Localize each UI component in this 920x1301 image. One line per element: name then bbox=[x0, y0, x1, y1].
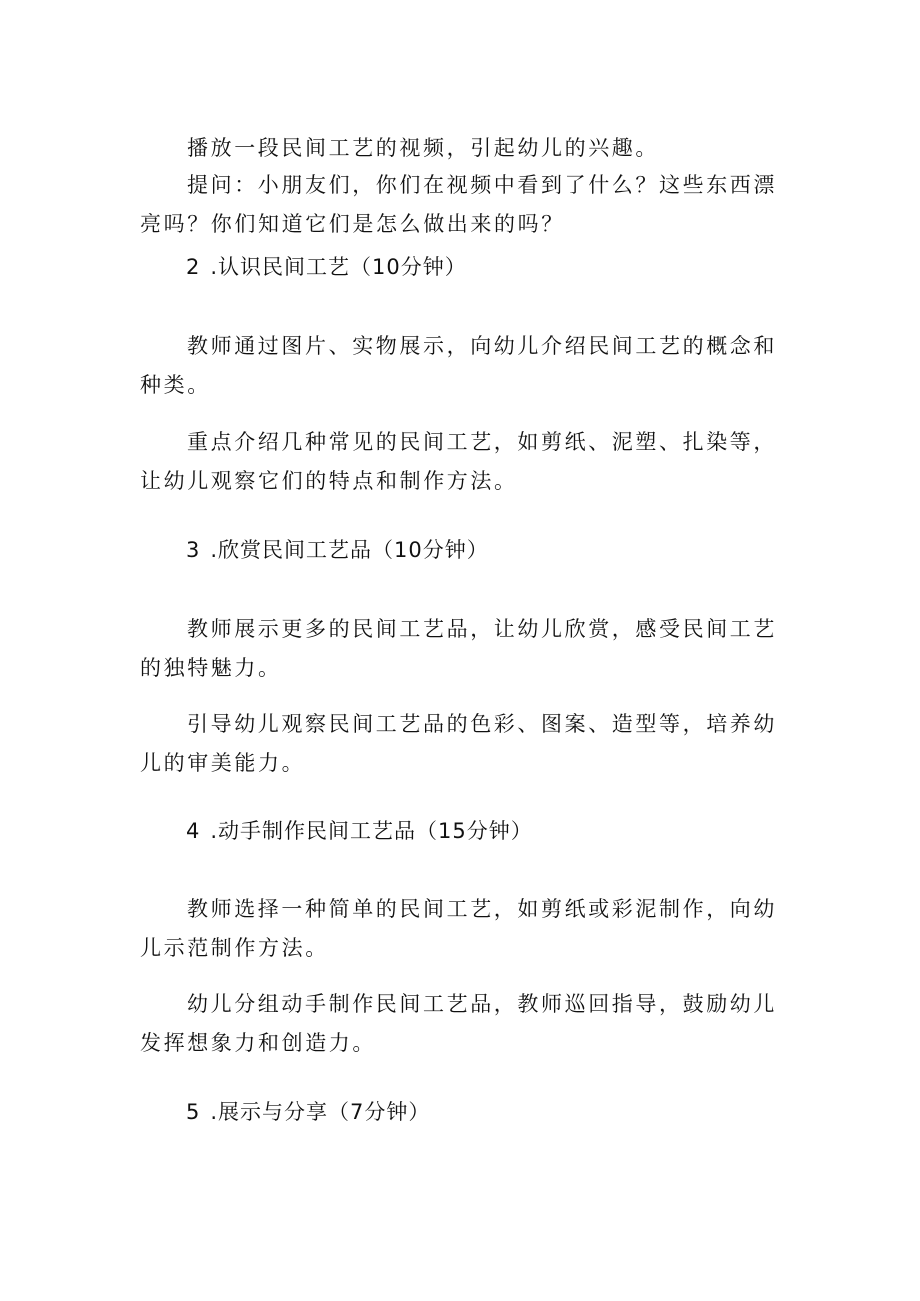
section-heading-5 bbox=[186, 1097, 430, 1127]
section-heading-3 bbox=[186, 535, 489, 565]
intro-paragraph-question: 提问：小朋友们，你们在视频中看到了什么？这些东西漂亮吗？你们知道它们是怎么做出来的吗？ bbox=[140, 173, 777, 236]
section-number: 4 bbox=[186, 819, 201, 843]
section-number: 3 bbox=[186, 538, 201, 562]
section-3-paragraph-1: 教师展示更多的民间工艺品，让幼儿欣赏，感受民间工艺的独特魅力。 bbox=[140, 617, 777, 680]
section-title: .动手制作民间工艺品（15分钟） bbox=[210, 819, 533, 843]
section-title: .欣赏民间工艺品（10分钟） bbox=[210, 538, 489, 562]
section-4-paragraph-1: 教师选择一种简单的民间工艺，如剪纸或彩泥制作，向幼儿示范制作方法。 bbox=[140, 897, 777, 960]
section-title: .展示与分享（7分钟） bbox=[210, 1100, 431, 1124]
section-number: 5 bbox=[186, 1100, 201, 1124]
section-heading-4 bbox=[186, 816, 533, 846]
section-2-paragraph-2: 重点介绍几种常见的民间工艺，如剪纸、泥塑、扎染等，让幼儿观察它们的特点和制作方法。 bbox=[140, 430, 777, 493]
section-2-paragraph-1: 教师通过图片、实物展示，向幼儿介绍民间工艺的概念和种类。 bbox=[140, 334, 777, 397]
section-3-paragraph-2: 引导幼儿观察民间工艺品的色彩、图案、造型等，培养幼儿的审美能力。 bbox=[140, 712, 777, 775]
intro-paragraph-video: 播放一段民间工艺的视频，引起幼儿的兴趣。 bbox=[187, 136, 659, 160]
section-heading-2 bbox=[186, 252, 467, 282]
section-title: .认识民间工艺（10分钟） bbox=[210, 255, 467, 279]
section-number: 2 bbox=[186, 255, 201, 279]
section-4-paragraph-2: 幼儿分组动手制作民间工艺品，教师巡回指导，鼓励幼儿发挥想象力和创造力。 bbox=[140, 992, 777, 1055]
